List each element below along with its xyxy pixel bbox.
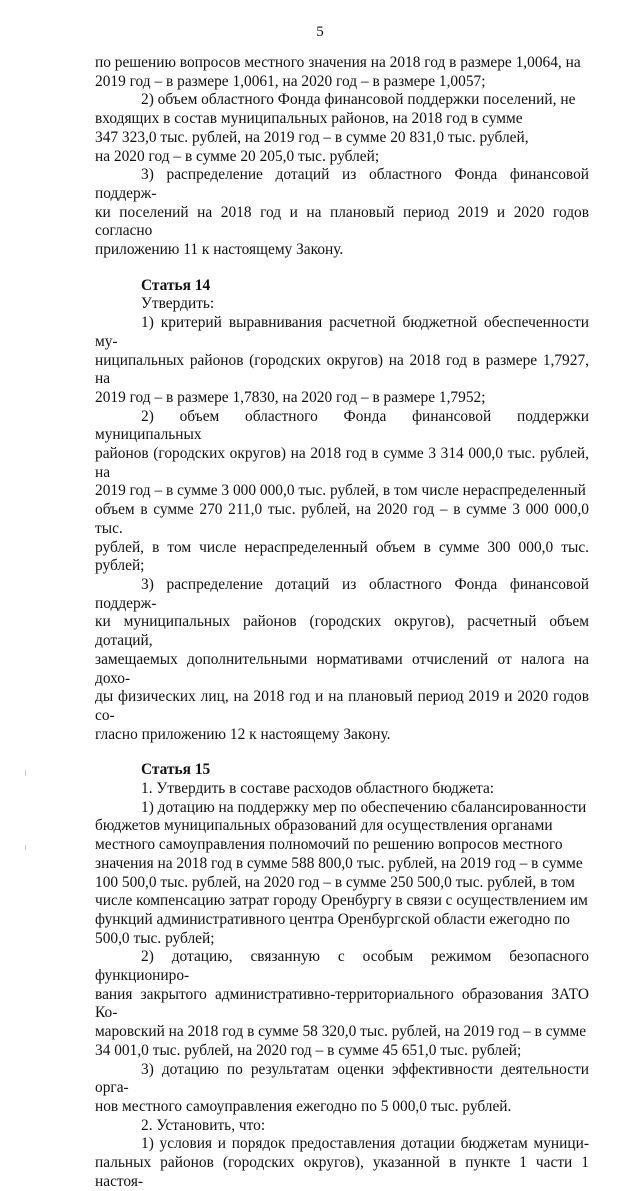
paragraph-article14-intro: Утвердить:: [141, 295, 215, 313]
paragraph-article14-item3: 3) распределение дотаций из областного Фонда финансовой поддерж- ки муниципальных районов (городских округов), расчетный объем дотаций, замещаемых дополнительными нормативами отчислений от налога на дохо- ды физических лиц, на 2018 год и на плановый период 2019 и 2020 годов со- гласно приложению 12 к настоящему Закону.: [95, 575, 589, 743]
paragraph-article13-tail: по решению вопросов местного значения на 2018 год в размере 1,0064, на 2019 год – в размере 1,0061, на 2020 год – в размере 1,0057;: [95, 54, 581, 90]
article-15-heading: Статья 15: [141, 761, 211, 779]
scan-margin-mark: [25, 845, 26, 850]
scan-margin-mark: [25, 770, 26, 776]
article-14-heading: Статья 14: [141, 276, 211, 294]
paragraph-article15-part2: 2. Установить, что:: [141, 1116, 266, 1134]
paragraph-article14-item1: 1) критерий выравнивания расчетной бюджетной обеспеченности му- ниципальных районов (городских округов) на 2018 год в размере 1,7927, на 2019 год – в размере 1,7830, на 2020 год – в размере 1,7952;: [95, 314, 589, 406]
paragraph-article15-part1-item1: 1) дотацию на поддержку мер по обеспечению сбалансированности бюджетов муниципальных образований для осуществления органами местного самоуправления полномочий по решению вопросов местного значения на 2018 год в сумме 588 800,0 тыс. рублей, на 2019 год – в сумме 100 500,0 тыс. рублей, на 2020 год – в сумме 250 500,0 тыс. рублей, в том числе компенсацию затрат городу Оренбургу в связи с осуществлением им функций административного центра Оренбургской области ежегодно по 500,0 тыс. рублей;: [95, 798, 588, 947]
paragraph-article13-item3: 3) распределение дотаций из областного Фонда финансовой поддерж- ки поселений на 2018 год и на плановый период 2019 и 2020 годов согласно приложению 11 к настоящему Закону.: [95, 166, 589, 259]
page-number: 5: [316, 24, 324, 40]
paragraph-article15-part1-item3: 3) дотацию по результатам оценки эффективности деятельности орга- нов местного самоуправления ежегодно по 5 000,0 тыс. рублей.: [95, 1060, 589, 1115]
paragraph-article13-item2: 2) объем областного Фонда финансовой поддержки поселений, не входящих в состав муниципальных районов, на 2018 год в сумме 347 323,0 тыс. рублей, на 2019 год – в сумме 20 831,0 тыс. рублей, на 2020 год – в сумме 20 205,0 тыс. рублей;: [95, 91, 576, 165]
paragraph-article15-part1: 1. Утвердить в составе расходов областного бюджета:: [141, 780, 495, 798]
paragraph-article15-part2-item1: 1) условия и порядок предоставления дотации бюджетам муници- пальных районов (городских округов), указанной в пункте 1 части 1 настоя-: [95, 1135, 589, 1190]
document-body: [95, 54, 589, 1191]
paragraph-article14-item2: 2) объем областного Фонда финансовой поддержки муниципальных районов (городских округов) на 2018 год в сумме 3 314 000,0 тыс. рублей, на 2019 год – в сумме 3 000 000,0 тыс. рублей, в том числе нераспределенный объем в сумме 270 211,0 тыс. рублей, на 2020 год – в сумме 3 000 000,0 тыс. рублей, в том числе нераспределенный объем в сумме 300 000,0 тыс. рублей;: [95, 407, 589, 575]
paragraph-article15-part1-item2: 2) дотацию, связанную с особым режимом безопасного функциониро- вания закрытого административно-территориального образования ЗАТО Ко- маровский на 2018 год в сумме 58 320,0 тыс. рублей, на 2019 год – в сумме 34 001,0 тыс. рублей, на 2020 год – в сумме 45 651,0 тыс. рублей;: [95, 948, 589, 1059]
